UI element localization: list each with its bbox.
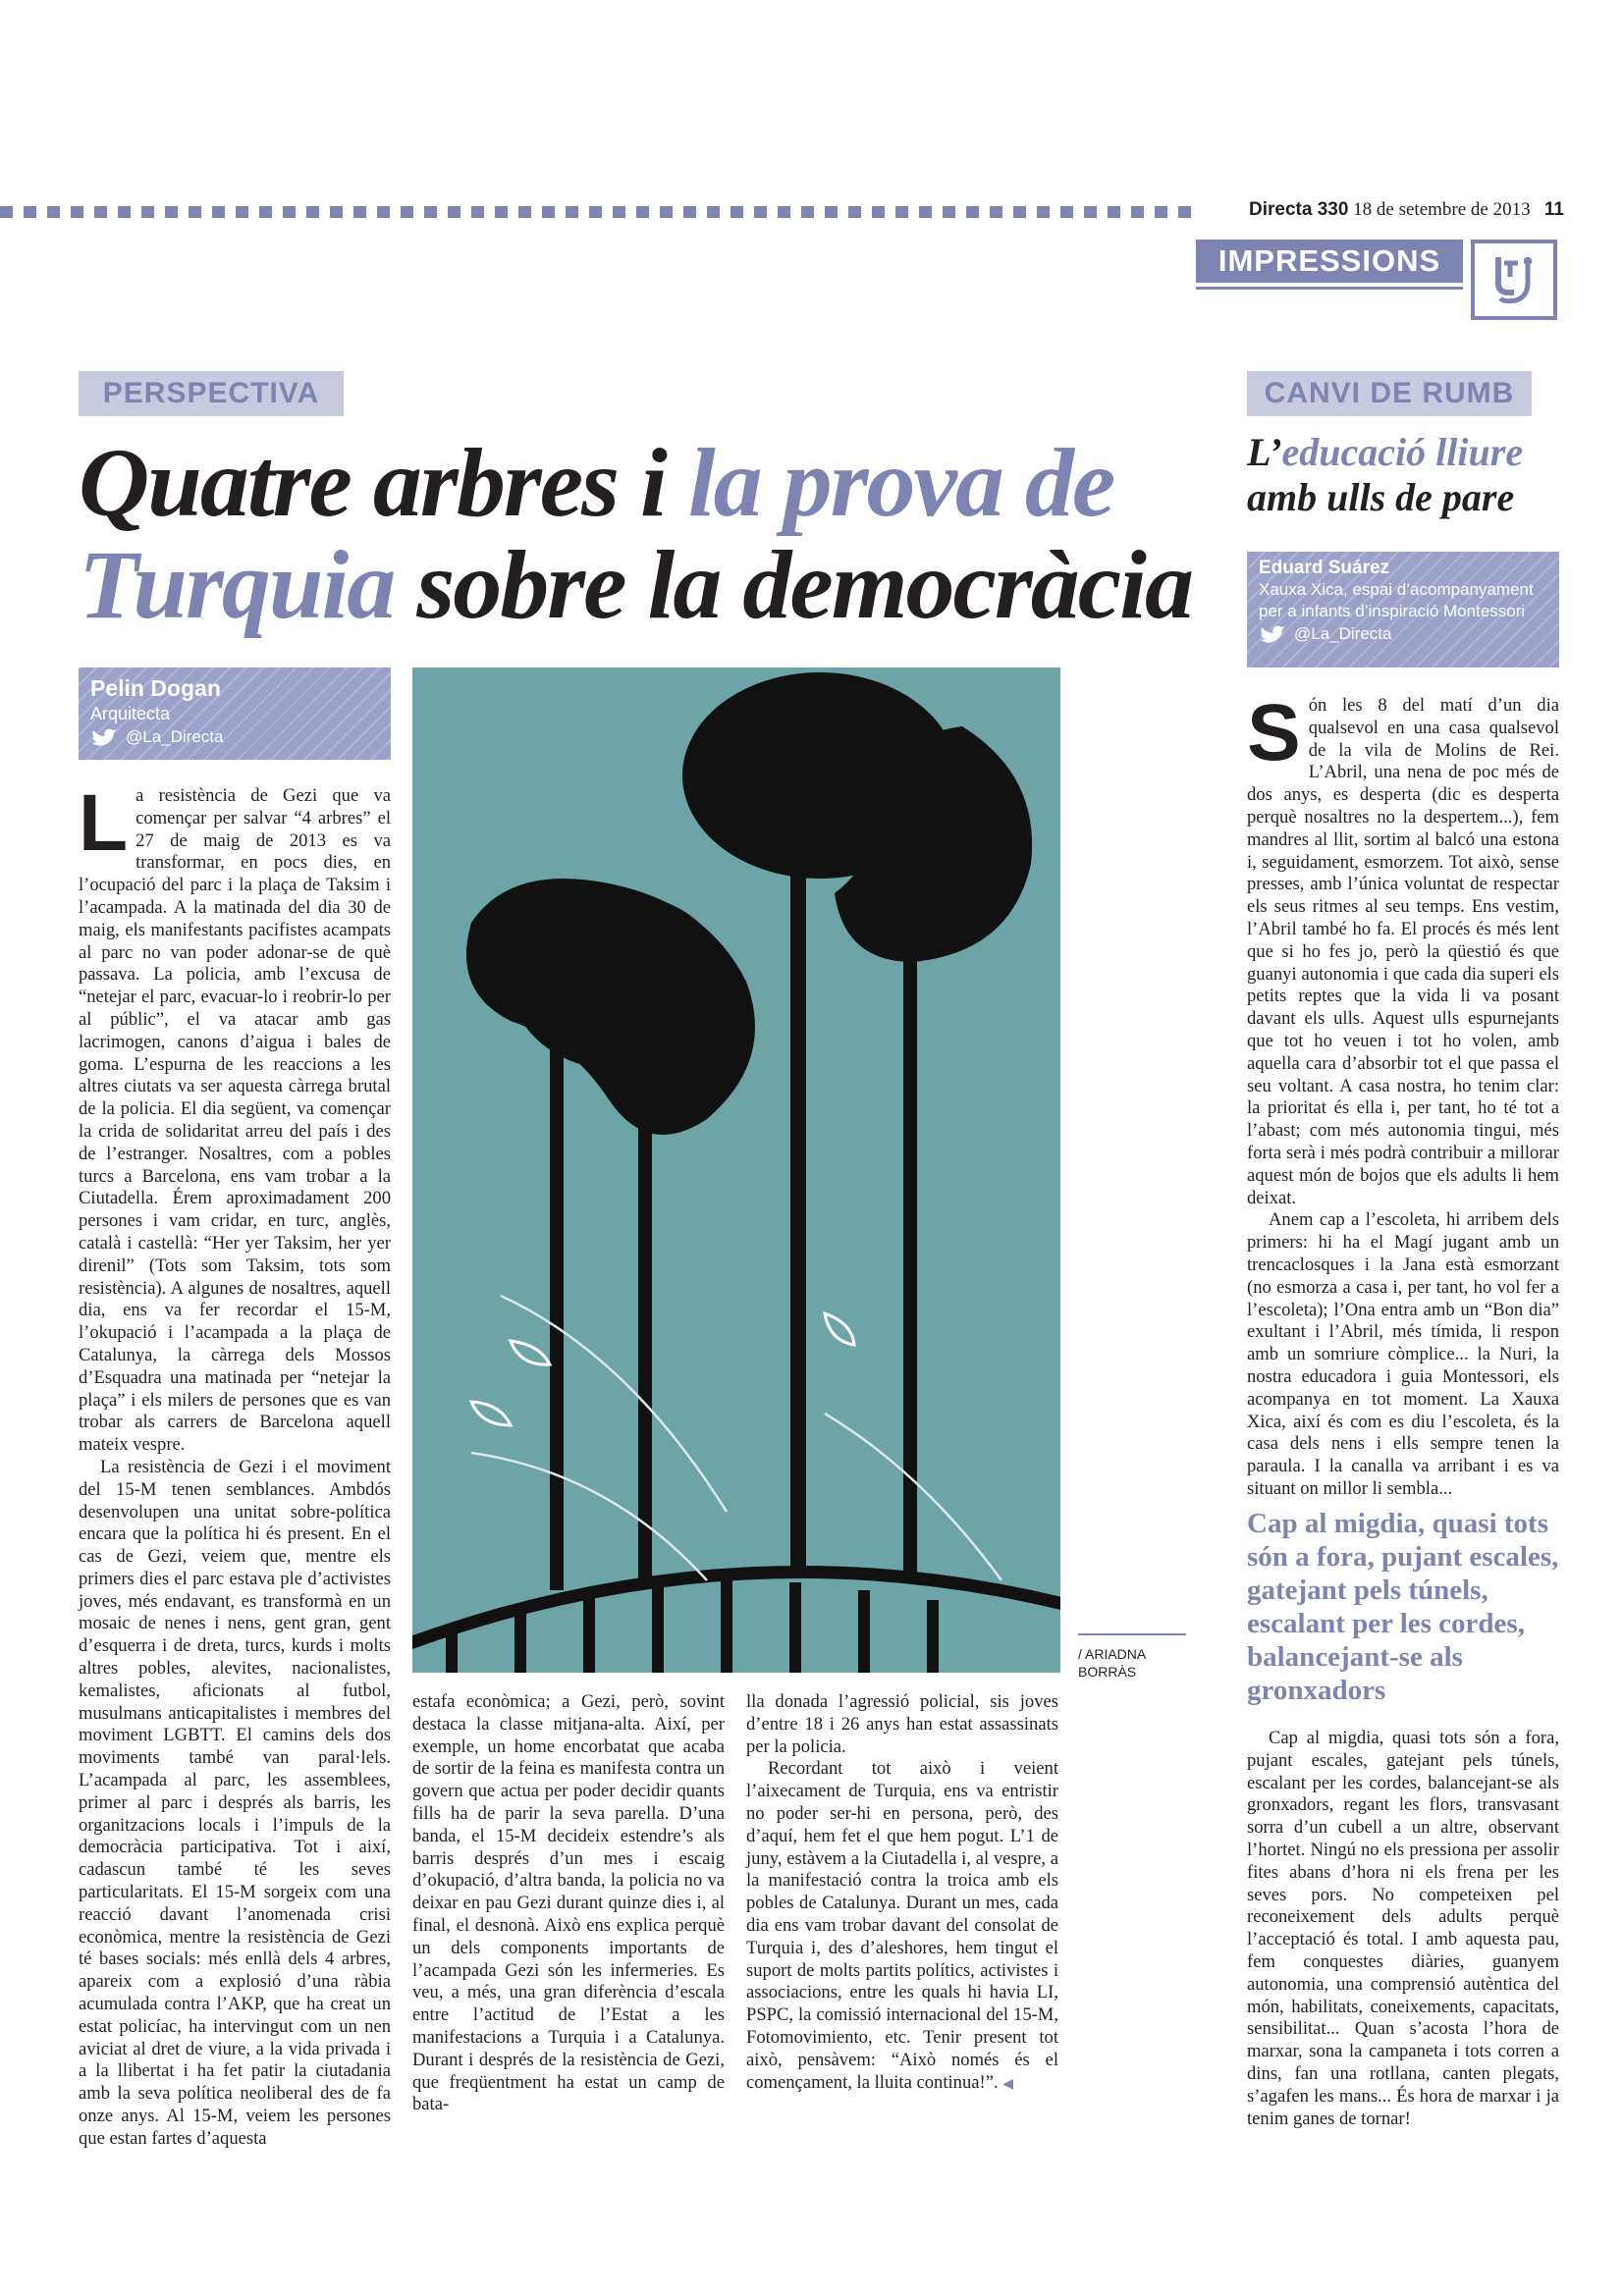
headline-accent-2: Turquia [79,530,395,639]
article-paragraph: La resistència de Gezi i el moviment del 15-M tenen semblances. Ambdós desenvolupen una unitat sobre-política encara que la política hi és present. En el cas de Gezi, veiem que, mentre els primers dies el parc estava ple d’activistes joves, més endavant, es transformà en un mosaic de nenes i nens, gent gran, gent d’esquerra i de dreta, turcs, kurds i molts altres pobles, alevites, nacionalistes, kemalistes, aficionats al futbol, musulmans anticapitalistes i membres del moviment LGBTT. El camins dels dos moviments també van paral·lels. L’acampada al parc, les assemblees, primer al parc i després als barris, les organitzacions locals i l’impuls de la democràcia participativa. Tot i així, cadascun també té les seves particularitats. El 15-M sorgeix com una reacció davant l’anomenada crisi econòmica, mentre la resistència de Gezi té bases socials: més enllà dels 4 arbres, apareix com a explosió d’una ràbia acumulada contra l’AKP, que ha creat un estat policíac, ha intervingut com un nen aviciat al dret de viure, a la vida privada i a la llibertat i ha fet patir la ciutadania amb la seva política neoliberal des de fa onze anys. Al 15-M, veiem les persones que estan fartes d’aquesta [79,1456,391,2149]
sidebar-author-role: Xauxa Xica, espai d’acompanyament per a infants d’inspiració Montessori [1259,580,1534,620]
article-paragraph: Cap al migdia, quasi tots són a fora, pujant escales, gatejant pels túnels, escalant per les cordes, balancejant-se als gronxadors, regant les flors, transvasant sorra d’un cubell a un altre, observant l’hortet. Ningú no els pressiona per assolir fites abans d’hora ni els frena per les seves pors. No competeixen pel reconeixement dels adults perquè l’acceptació és total. I amb aquesta pau, fem conquestes diàries, guanyem autonomia, una comprensió autèntica del món, habilitats, coneixements, capacitats, sensibilitat... Quan s’acosta l’hora de marxar, sona la campaneta i tots corren a dins, fan una rotllana, canten plegats, s’agafen les mans... És hora de marxar i ja tenim ganes de tornar! [1247,1728,1559,2129]
headline-part-1: Quatre arbres i [79,428,688,537]
twitter-handle: @La_Directa [1294,624,1392,643]
page-number: 11 [1543,199,1564,220]
headline-part-2: sobre la democràcia [394,530,1192,639]
sidebar-author-byline [1247,552,1559,667]
twitter-handle: @La_Directa [126,727,224,746]
face-icon [1471,240,1557,320]
illustration-trees [412,667,1060,1673]
sidebar-headline-accent: educació lliure [1281,430,1524,474]
dotted-rule [0,206,1193,218]
publication-name: Directa 330 [1249,199,1349,220]
article-paragraph: Anem cap a l’escoleta, hi arribem dels primers: hi ha el Magí jugant amb un trencaclosques i la Jana està esmorzant (no esmorza a casa i, per tant, ho vol fer a l’escoleta); l’Ona entra amb un “Bon dia” exultant i l’Abril, més tímida, li respon amb un somriure còmplice... la Nuri, la nostra educadora i guia Montessori, els acompanya en tot moment. La Xauxa Xica, així és com es diu l’escoleta, és la casa dels nens i ells sempre tenen la paraula. I la canalla va arribant i es va situant on millor li sembla... [1247,1209,1559,1499]
image-credit: / ARIADNA BORRÀS [1078,1633,1186,1681]
author-name: Pelin Dogan [90,675,221,701]
article-column-2 [412,1691,725,2116]
sidebar-column-top [1247,688,1559,1501]
article-paragraph: estafa econòmica; a Gezi, però, sovint destaca la classe mitjana-alta. Així, per exemple, un home encorbatat que acaba de sortir de la feina es manifesta contra un govern que actua per poder decidir quants fills ha de parir la seva parella. D’una banda, el 15-M decideix estendre’s als barris després d’un mes i escaig d’okupació, d’altra banda, la policia no va deixar en pau Gezi durant quinze dies i, al final, el desnonà. Això ens explica perquè un dels components importants de l’acampada Gezi són les infermeries. Es veu, a més, una gran diferència d’escala entre l’actitud de l’Estat a les manifestacions a Turquia i a Catalunya. Durant i després de la resistència de Gezi, que freqüentment ha estat un camp de bata- [412,1691,725,2115]
author-twitter[interactable] [90,727,379,748]
section-label-canvi-de-rumb: CANVI DE RUMB [1247,371,1532,416]
section-label-perspectiva: PERSPECTIVA [79,371,344,416]
section-title: IMPRESSIONS [1196,240,1463,283]
sidebar-headline [1247,430,1571,520]
article-paragraph: Recordant tot això i veient l’aixecament de Turquia, ens va entristir no poder ser-hi en persona, però, des d’aquí, hem fet el que hem pogut. L’1 de juny, estàvem a la Ciutadella i, al vespre, a la manifestació contra la troica amb els pobles de Catalunya. Durant un mes, cada dia ens vam trobar davant del consolat de Turquia i, des d’aleshores, hem tingut el suport de molts partits polítics, activistes i associacions, entre les quals hi havia LI, PSPC, la comissió internacional del 15-M, Fotomovimiento, etc. Tenir present tot això, pensàvem: “Això només és el començament, la lluita continua!”. ◀ [746,1758,1058,2093]
author-role: Arquitecta [90,704,171,723]
sidebar-headline-prefix: L’ [1247,430,1282,474]
section-underline [1196,287,1463,290]
sidebar-author-twitter[interactable] [1259,624,1547,645]
page-folio [1249,199,1564,221]
article-headline [79,428,1237,639]
sidebar-column-bottom [1247,1728,1559,2130]
article-column-1 [79,778,391,2151]
article-paragraph: lla donada l’agressió policial, sis joves d’entre 18 i 26 anys han estat assassinats per la policia. [746,1691,1058,1757]
sidebar-author-name: Eduard Suárez [1259,558,1390,578]
article-paragraph: Són les 8 del matí d’un dia qualsevol en una casa qualsevol de la vila de Molins de Rei. L’Abril, una nena de poc més de dos anys, es desperta (dic es desperta perquè nosaltres no la despertem...), fem mandres al llit, sortim al balcó una estona i, seguidament, esmorzem. Tot això, sense presses, amb l’única voluntat de respectar els seus ritmes al seu temps. Ens vestim, l’Abril també ho fa. El procés és més lent que si ho fes jo, però la qüestió és que guanyi autonomia i que cada dia superi els petits reptes que la vida li va posant davant els ulls. Aquest ulls espurnejants que tot ho veuen i tot ho volen, amb aquella cara d’absorbir tot el que passa el seu voltant. A casa nostra, ho tenim clar: la prioritat és ella i, per tant, ho té tot a l’abast; com més autonomia tingui, més forta serà i més podrà contribuir a millorar aquest món de bojos que els adults li hem deixat. [1247,688,1559,1208]
issue-date: 18 de setembre de 2013 [1353,199,1531,220]
twitter-bird-icon [1259,625,1286,645]
headline-accent-1: la prova de [687,428,1114,537]
sidebar-headline-rest: amb ulls de pare [1247,475,1515,519]
drop-cap: S [1247,688,1301,777]
article-column-3 [746,1691,1058,2096]
article-paragraph: La resistència de Gezi que va començar per salvar “4 arbres” el 27 de maig de 2013 es va transformar, en pocs dies, en l’ocupació del parc i la plaça de Taksim i l’acampada. A la matinada del dia 30 de maig, els manifestants pacifistes acampats al parc no van poder adonar-se de què passava. La policia, amb l’excusa de “netejar el parc, evacuar-lo i reobrir-lo per al públic”, el va atacar amb gas lacrimogen, canons d’aigua i bales de goma. L’espurna de les reaccions a les altres ciutats va ser aquesta càrrega brutal de la policia. El dia següent, va començar la crida de solidaritat arreu del país i des de l’estranger. Nosaltres, com a pobles turcs a Barcelona, ens vam trobar a la Ciutadella. Érem aproximadament 200 persones i vam cridar, en turc, anglès, català i castellà: “Her yer Taksim, her yer direnil” (Tots som Taksim, tots som resistència). A algunes de nosaltres, aquell dia, ens va fer recordar el 15-M, l’okupació i l’acampada a la plaça de Catalunya, la càrrega dels Mossos d’Esquadra una matinada per “netejar la plaça” i els milers de persones que es van trobar als carrers de Barcelona aquell mateix vespre. [79,778,391,1456]
twitter-bird-icon [90,728,118,748]
drop-cap: L [79,778,129,868]
pull-quote: Cap al migdia, quasi tots són a fora, pujant escales, gatejant pels túnels, escalant per les cordes, balancejant-se als gronxadors [1247,1508,1559,1706]
end-mark-icon: ◀ [1002,2076,1014,2092]
author-byline [79,667,391,760]
